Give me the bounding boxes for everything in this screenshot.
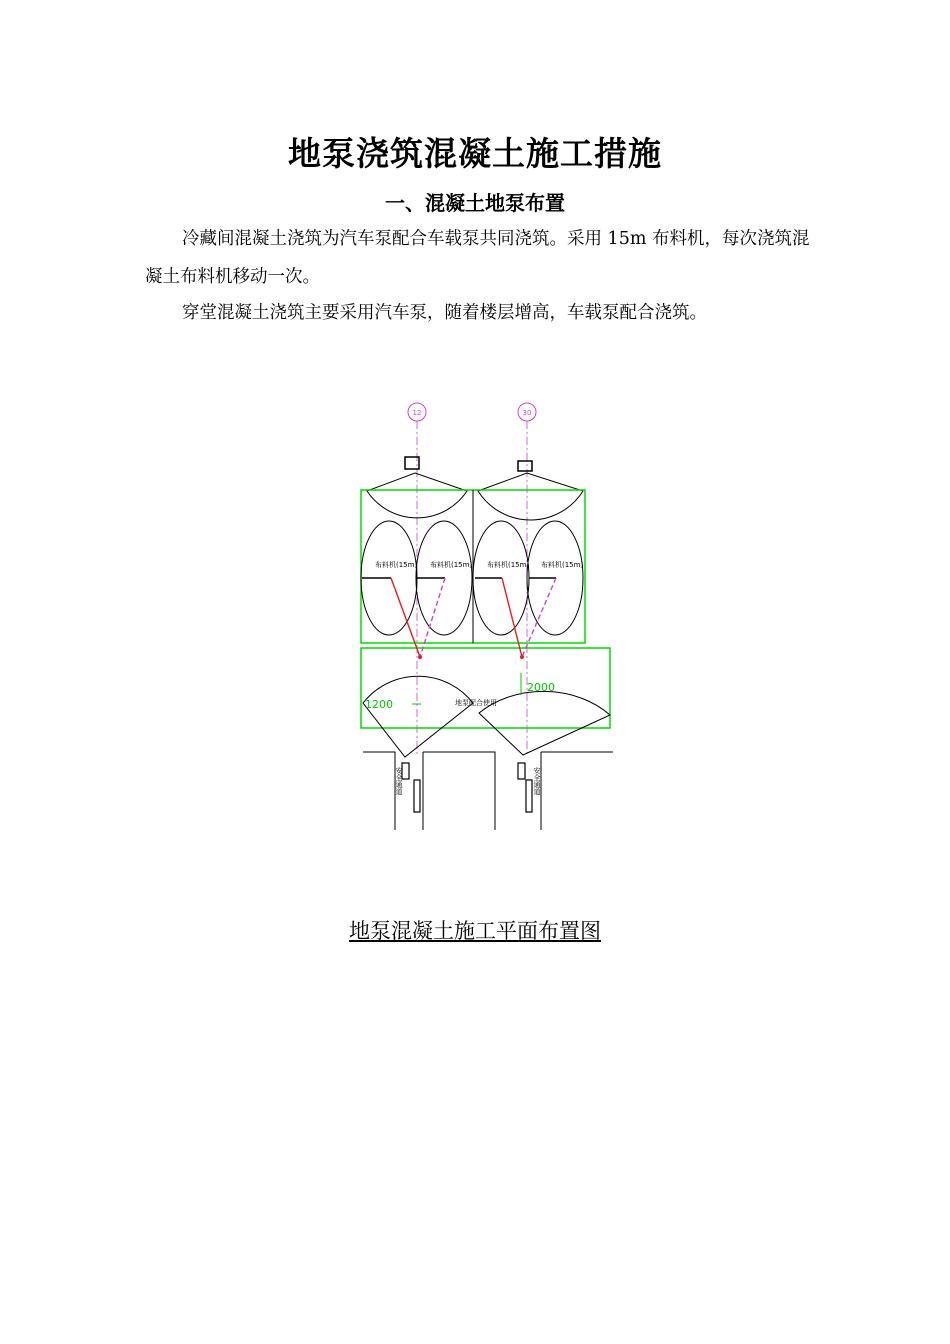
pipe-joint-left — [418, 655, 422, 659]
axis-label-30: 30 — [522, 409, 532, 417]
pump-truck-top-right — [518, 461, 532, 471]
mixer-truck-bottom-left — [414, 780, 420, 812]
road-outline-left — [363, 752, 395, 830]
dimension-label-1200: 1200 — [365, 698, 393, 711]
pipe-right-solid — [502, 578, 522, 657]
axis-label-12: 12 — [412, 409, 422, 417]
pump-truck-bottom-right — [518, 763, 525, 779]
spreader-label-4: 布料机(15m) — [541, 561, 584, 569]
road-outline-mid — [423, 752, 495, 830]
lower-sector-left — [363, 676, 473, 757]
dimension-label-2000: 2000 — [527, 681, 555, 694]
paragraph-2: 穿堂混凝土浇筑主要采用汽车泵，随着楼层增高，车载泵配合浇筑。 — [182, 303, 707, 323]
road-label-right: 安全通道 — [533, 767, 541, 795]
spreader-label-1: 布料机(15m) — [375, 561, 418, 569]
paragraph-1: 冷藏间混凝土浇筑为汽车泵配合车载泵共同浇筑。采用 15m 布料机，每次浇筑混凝土布料机移动一次。 — [145, 229, 810, 287]
figure-caption: 地泵混凝土施工平面布置图 — [349, 919, 601, 943]
lower-zone — [361, 648, 610, 728]
layout-drawing-svg — [355, 395, 615, 835]
pipe-left-solid — [391, 578, 420, 657]
layout-drawing — [355, 395, 615, 835]
section-heading: 一、混凝土地泵布置 — [385, 191, 565, 215]
pump-truck-bottom-left — [402, 763, 409, 779]
top-sector-left — [367, 473, 467, 518]
spreader-label-3: 布料机(15m) — [487, 561, 530, 569]
pipe-joint-right — [520, 655, 524, 659]
spreader-label-2: 布料机(15m) — [430, 561, 473, 569]
lower-sector-right — [479, 691, 610, 755]
road-label-left: 安全通道 — [395, 767, 403, 795]
center-label: 地泵配合使用 — [455, 699, 497, 707]
top-sector-right — [478, 473, 583, 520]
page-title: 地泵浇筑混凝土施工措施 — [288, 134, 662, 173]
mixer-truck-bottom-right — [526, 780, 532, 812]
